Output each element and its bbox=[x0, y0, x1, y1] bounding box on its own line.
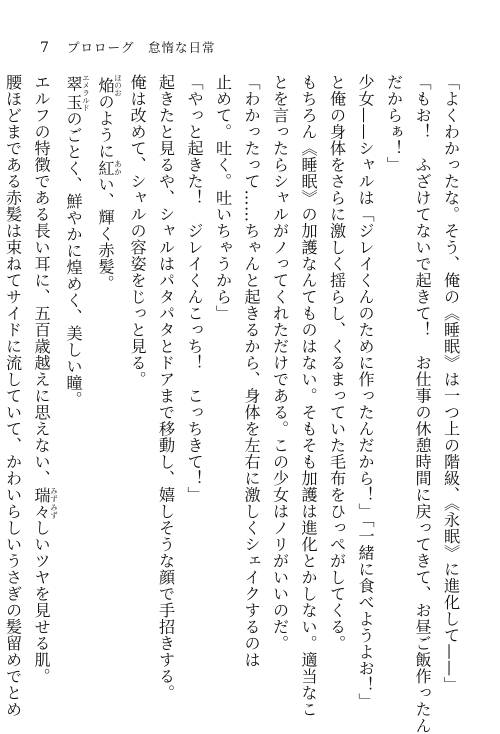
body-text bbox=[3, 74, 464, 734]
text-line: エルフの特徴である長い耳に、五百歳越えに思えない、瑞々 みずみずしいツヤを見せる肌。 bbox=[31, 74, 59, 685]
text-line: とを言ったらシャルがノってくれただけである。この少女はノリがいいのだ。 bbox=[270, 74, 289, 652]
text-line: 焔 ほのおのように紅 あかい、輝く赤髪。 bbox=[95, 74, 123, 292]
text-line: だからぁ！」 bbox=[384, 74, 403, 173]
text-line: 「よくわかったな。そう、俺の《睡眠》は一つ上の階級、《永眠》に進化して——」 bbox=[441, 74, 460, 693]
page-number: 7 bbox=[40, 40, 49, 56]
ruby-akaku: 紅 あか bbox=[95, 159, 123, 176]
ruby-mizumizu: 瑞々 みずみず bbox=[31, 486, 59, 520]
text-line: 腰ほどまである赤髪は束ねてサイドに流していて、かわいらしいうさぎの髪留めでとめ bbox=[3, 74, 22, 718]
text-line: 「わかったって……ちゃんと起きるから、身体を左右に激しくシェイクするのは bbox=[241, 74, 261, 668]
text-line: 少女——シャルは「ジレイくんのために作ったんだから！」「一緒に食べようよお！」 bbox=[355, 74, 375, 710]
text-line: 「もお！ ふざけてないで起きて！ お仕事の休憩時間に戻ってきて、お昼ご飯作ったん bbox=[412, 74, 432, 734]
text-line: 起きたと見るや、シャルはパタパタとドアまで移動し、嬉しそうな顔で手招きする。 bbox=[156, 74, 175, 701]
running-head: プロローグ 怠惰な日常 bbox=[67, 40, 216, 55]
ruby-homura: 焔 ほのお bbox=[95, 74, 123, 97]
text-line: 止めて。吐く。吐いちゃうから」 bbox=[213, 74, 232, 322]
text-line: 俺は改めて、シャルの容姿をじっと見る。 bbox=[127, 74, 147, 388]
text-line: 「やっと起きた！ ジレイくんこっち！ こっちきて！」 bbox=[184, 74, 204, 503]
text-line: と俺の身体をさらに激しく揺らし、くるまっていた毛布をひっぺがしてくる。 bbox=[327, 74, 346, 652]
ruby-emerald: 翠玉 エメラルド bbox=[63, 74, 91, 112]
text-line: 翠玉 エメラルドのごとく、鮮やかに煌めく、美しい瞳。 bbox=[63, 74, 91, 408]
text-line: もちろん《睡眠》の加護なんてものはない。そもそも加護は進化とかしない。適当なこ bbox=[298, 74, 318, 718]
